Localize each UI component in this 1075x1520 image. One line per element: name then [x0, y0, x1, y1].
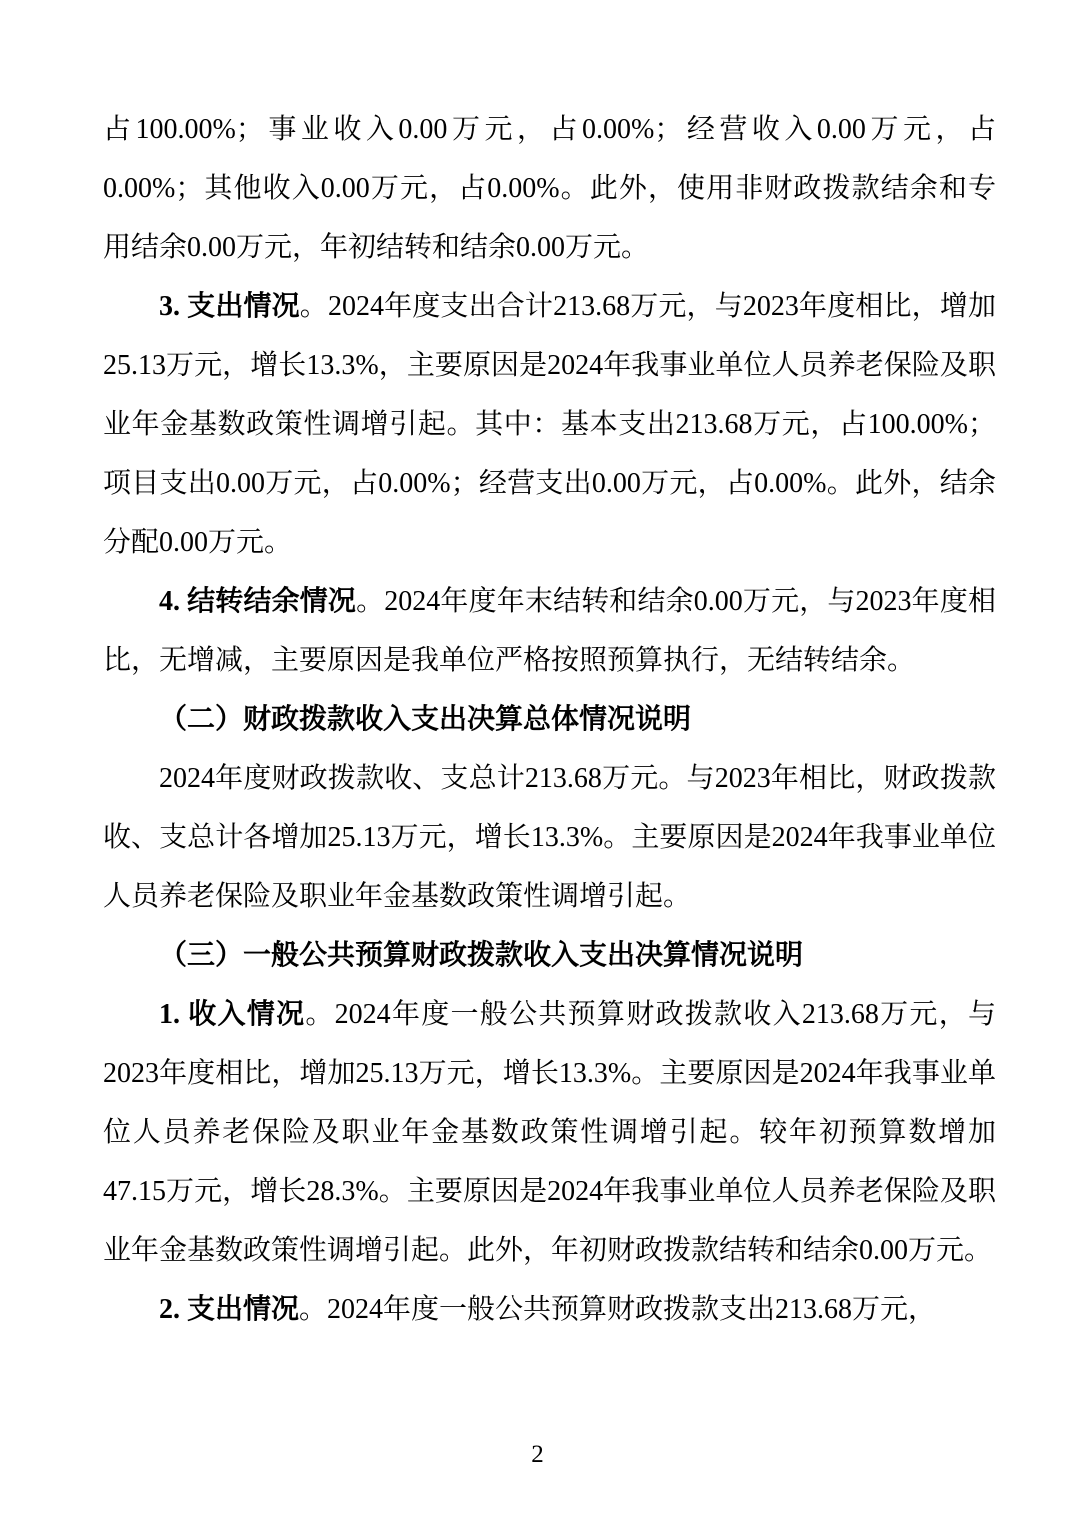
paragraph-lead-label: 1. 收入情况 — [159, 999, 306, 1030]
paragraph-1-income-situation — [103, 985, 996, 1280]
paragraph-text: 占100.00%；事业收入0.00万元，占0.00%；经营收入0.00万元，占0.00%；其他收入0.00万元，占0.00%。此外，使用非财政拨款结余和专用结余0.00万元，年初结转和结余0.00万元。 — [103, 114, 996, 263]
document-body — [103, 100, 996, 1339]
page-number: 2 — [531, 1441, 544, 1468]
paragraph-text: 。2024年度年末结转和结余0.00万元，与2023年度相比，无增减，主要原因是我单位严格按照预算执行，无结转结余。 — [103, 586, 996, 676]
heading-text: （三）一般公共预算财政拨款收入支出决算情况说明 — [159, 940, 804, 971]
paragraph-text: 。2024年度支出合计213.68万元，与2023年度相比，增加25.13万元，增长13.3%，主要原因是2024年我事业单位人员养老保险及职业年金基数政策性调增引起。其中：基本支出213.68万元，占100.00%；项目支出0.00万元，占0.00%；经营支出0.00万元，占0.00%。此外，结余分配0.00万元。 — [103, 291, 996, 558]
page-footer — [0, 1437, 1075, 1473]
heading-text: （二）财政拨款收入支出决算总体情况说明 — [159, 704, 692, 735]
paragraph-fiscal-appropriation-total — [103, 749, 996, 926]
paragraph-2-expenditure-situation — [103, 1280, 996, 1339]
heading-section-3-general-public-budget — [103, 926, 996, 985]
paragraph-lead-label: 4. 结转结余情况 — [159, 586, 357, 617]
paragraph-4-carryover-balance — [103, 572, 996, 690]
heading-section-2-fiscal-appropriation — [103, 690, 996, 749]
paragraph-text: 2024年度财政拨款收、支总计213.68万元。与2023年相比，财政拨款收、支总计各增加25.13万元，增长13.3%。主要原因是2024年我事业单位人员养老保险及职业年金基数政策性调增引起。 — [103, 763, 996, 912]
paragraph-text: 。2024年度一般公共预算财政拨款收入213.68万元，与2023年度相比，增加25.13万元，增长13.3%。主要原因是2024年我事业单位人员养老保险及职业年金基数政策性调增引起。较年初预算数增加47.15万元，增长28.3%。主要原因是2024年我事业单位人员养老保险及职业年金基数政策性调增引起。此外，年初财政拨款结转和结余0.00万元。 — [103, 999, 996, 1266]
paragraph-text: 。2024年度一般公共预算财政拨款支出213.68万元， — [299, 1294, 937, 1325]
paragraph-lead-label: 2. 支出情况 — [159, 1294, 300, 1325]
paragraph-3-expenditure — [103, 277, 996, 572]
paragraph-lead-label: 3. 支出情况 — [159, 291, 300, 322]
paragraph-income-composition-continuation — [103, 100, 996, 277]
